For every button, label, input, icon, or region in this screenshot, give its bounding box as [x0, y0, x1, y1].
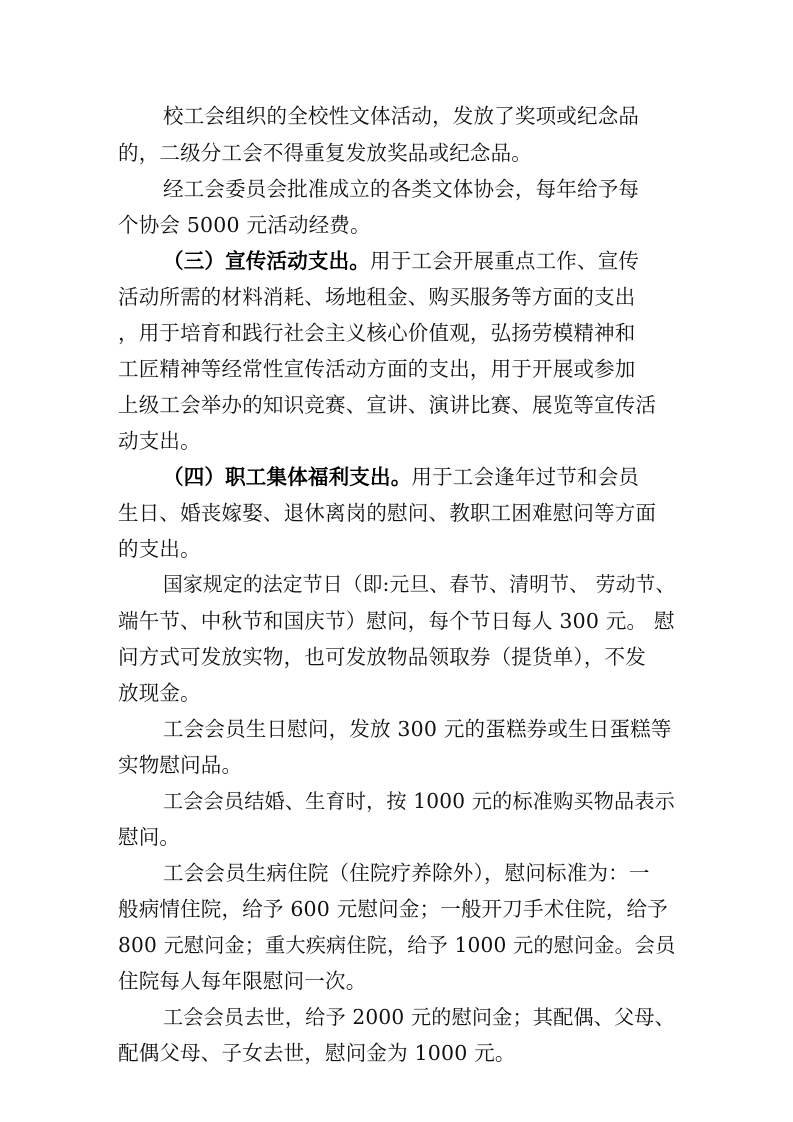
section-heading-publicity: （三）宣传活动支出。: [163, 249, 370, 273]
paragraph-6-line-1: 工会会员生日慰问，发放 300 元的蛋糕券或生日蛋糕等: [163, 717, 672, 741]
paragraph-1-line-1: 校工会组织的全校性文体活动，发放了奖项或纪念品: [163, 104, 640, 128]
paragraph-4-line-2: 生日、婚丧嫁娶、退休离岗的慰问、教职工困难慰问等方面: [118, 501, 657, 525]
paragraph-3-line-2: 活动所需的材料消耗、场地租金、购买服务等方面的支出: [118, 285, 636, 309]
paragraph-2-line-2: 个协会 5000 元活动经费。: [118, 213, 371, 237]
paragraph-2-line-1: 经工会委员会批准成立的各类文体协会，每年给予每: [163, 177, 640, 201]
paragraph-5-line-2: 端午节、中秋节和国庆节）慰问，每个节日每人 300 元。 慰: [118, 609, 675, 633]
paragraph-9-line-1: 工会会员去世，给予 2000 元的慰问金；其配偶、父母、: [163, 1005, 675, 1029]
paragraph-4-line-1: [163, 464, 678, 490]
paragraph-8-line-3: 800 元慰问金；重大疾病住院，给予 1000 元的慰问金。会员: [118, 933, 676, 957]
paragraph-4-line-3: 的支出。: [118, 537, 201, 561]
section-heading-welfare: （四）职工集体福利支出。: [163, 465, 412, 489]
paragraph-3-line-4: 工匠精神等经常性宣传活动方面的支出，用于开展或参加: [118, 357, 636, 381]
paragraph-9-line-2: 配偶父母、子女去世，慰问金为 1000 元。: [118, 1041, 516, 1065]
paragraph-1-line-2: 的，二级分工会不得重复发放奖品或纪念品。: [118, 141, 532, 165]
paragraph-7-line-2: 慰问。: [118, 825, 181, 849]
paragraph-8-line-4: 住院每人每年限慰问一次。: [118, 969, 367, 993]
paragraph-3-line-6: 动支出。: [118, 429, 201, 453]
paragraph-3-line-1-text: 用于工会开展重点工作、宣传: [370, 249, 640, 273]
paragraph-7-line-1: 工会会员结婚、生育时，按 1000 元的标准购买物品表示: [163, 789, 675, 813]
paragraph-6-line-2: 实物慰问品。: [118, 753, 243, 777]
paragraph-4-line-1-text: 用于工会逢年过节和会员: [411, 465, 640, 489]
paragraph-3-line-3: ，用于培育和践行社会主义核心价值观，弘扬劳模精神和: [118, 321, 636, 345]
paragraph-8-line-1: 工会会员生病住院（住院疗养除外），慰问标准为：一: [163, 861, 650, 885]
paragraph-3-line-5: 上级工会举办的知识竞赛、宣讲、演讲比赛、展览等宣传活: [118, 393, 657, 417]
paragraph-5-line-1: 国家规定的法定节日（即:元旦、春节、清明节、 劳动节、: [163, 573, 676, 596]
paragraph-3-line-1: [163, 248, 678, 274]
paragraph-5-line-3: 问方式可发放实物，也可发放物品领取券（提货单），不发: [118, 645, 646, 669]
paragraph-5-line-4: 放现金。: [118, 681, 201, 705]
paragraph-8-line-2: 般病情住院，给予 600 元慰问金；一般开刀手术住院，给予: [118, 897, 668, 921]
